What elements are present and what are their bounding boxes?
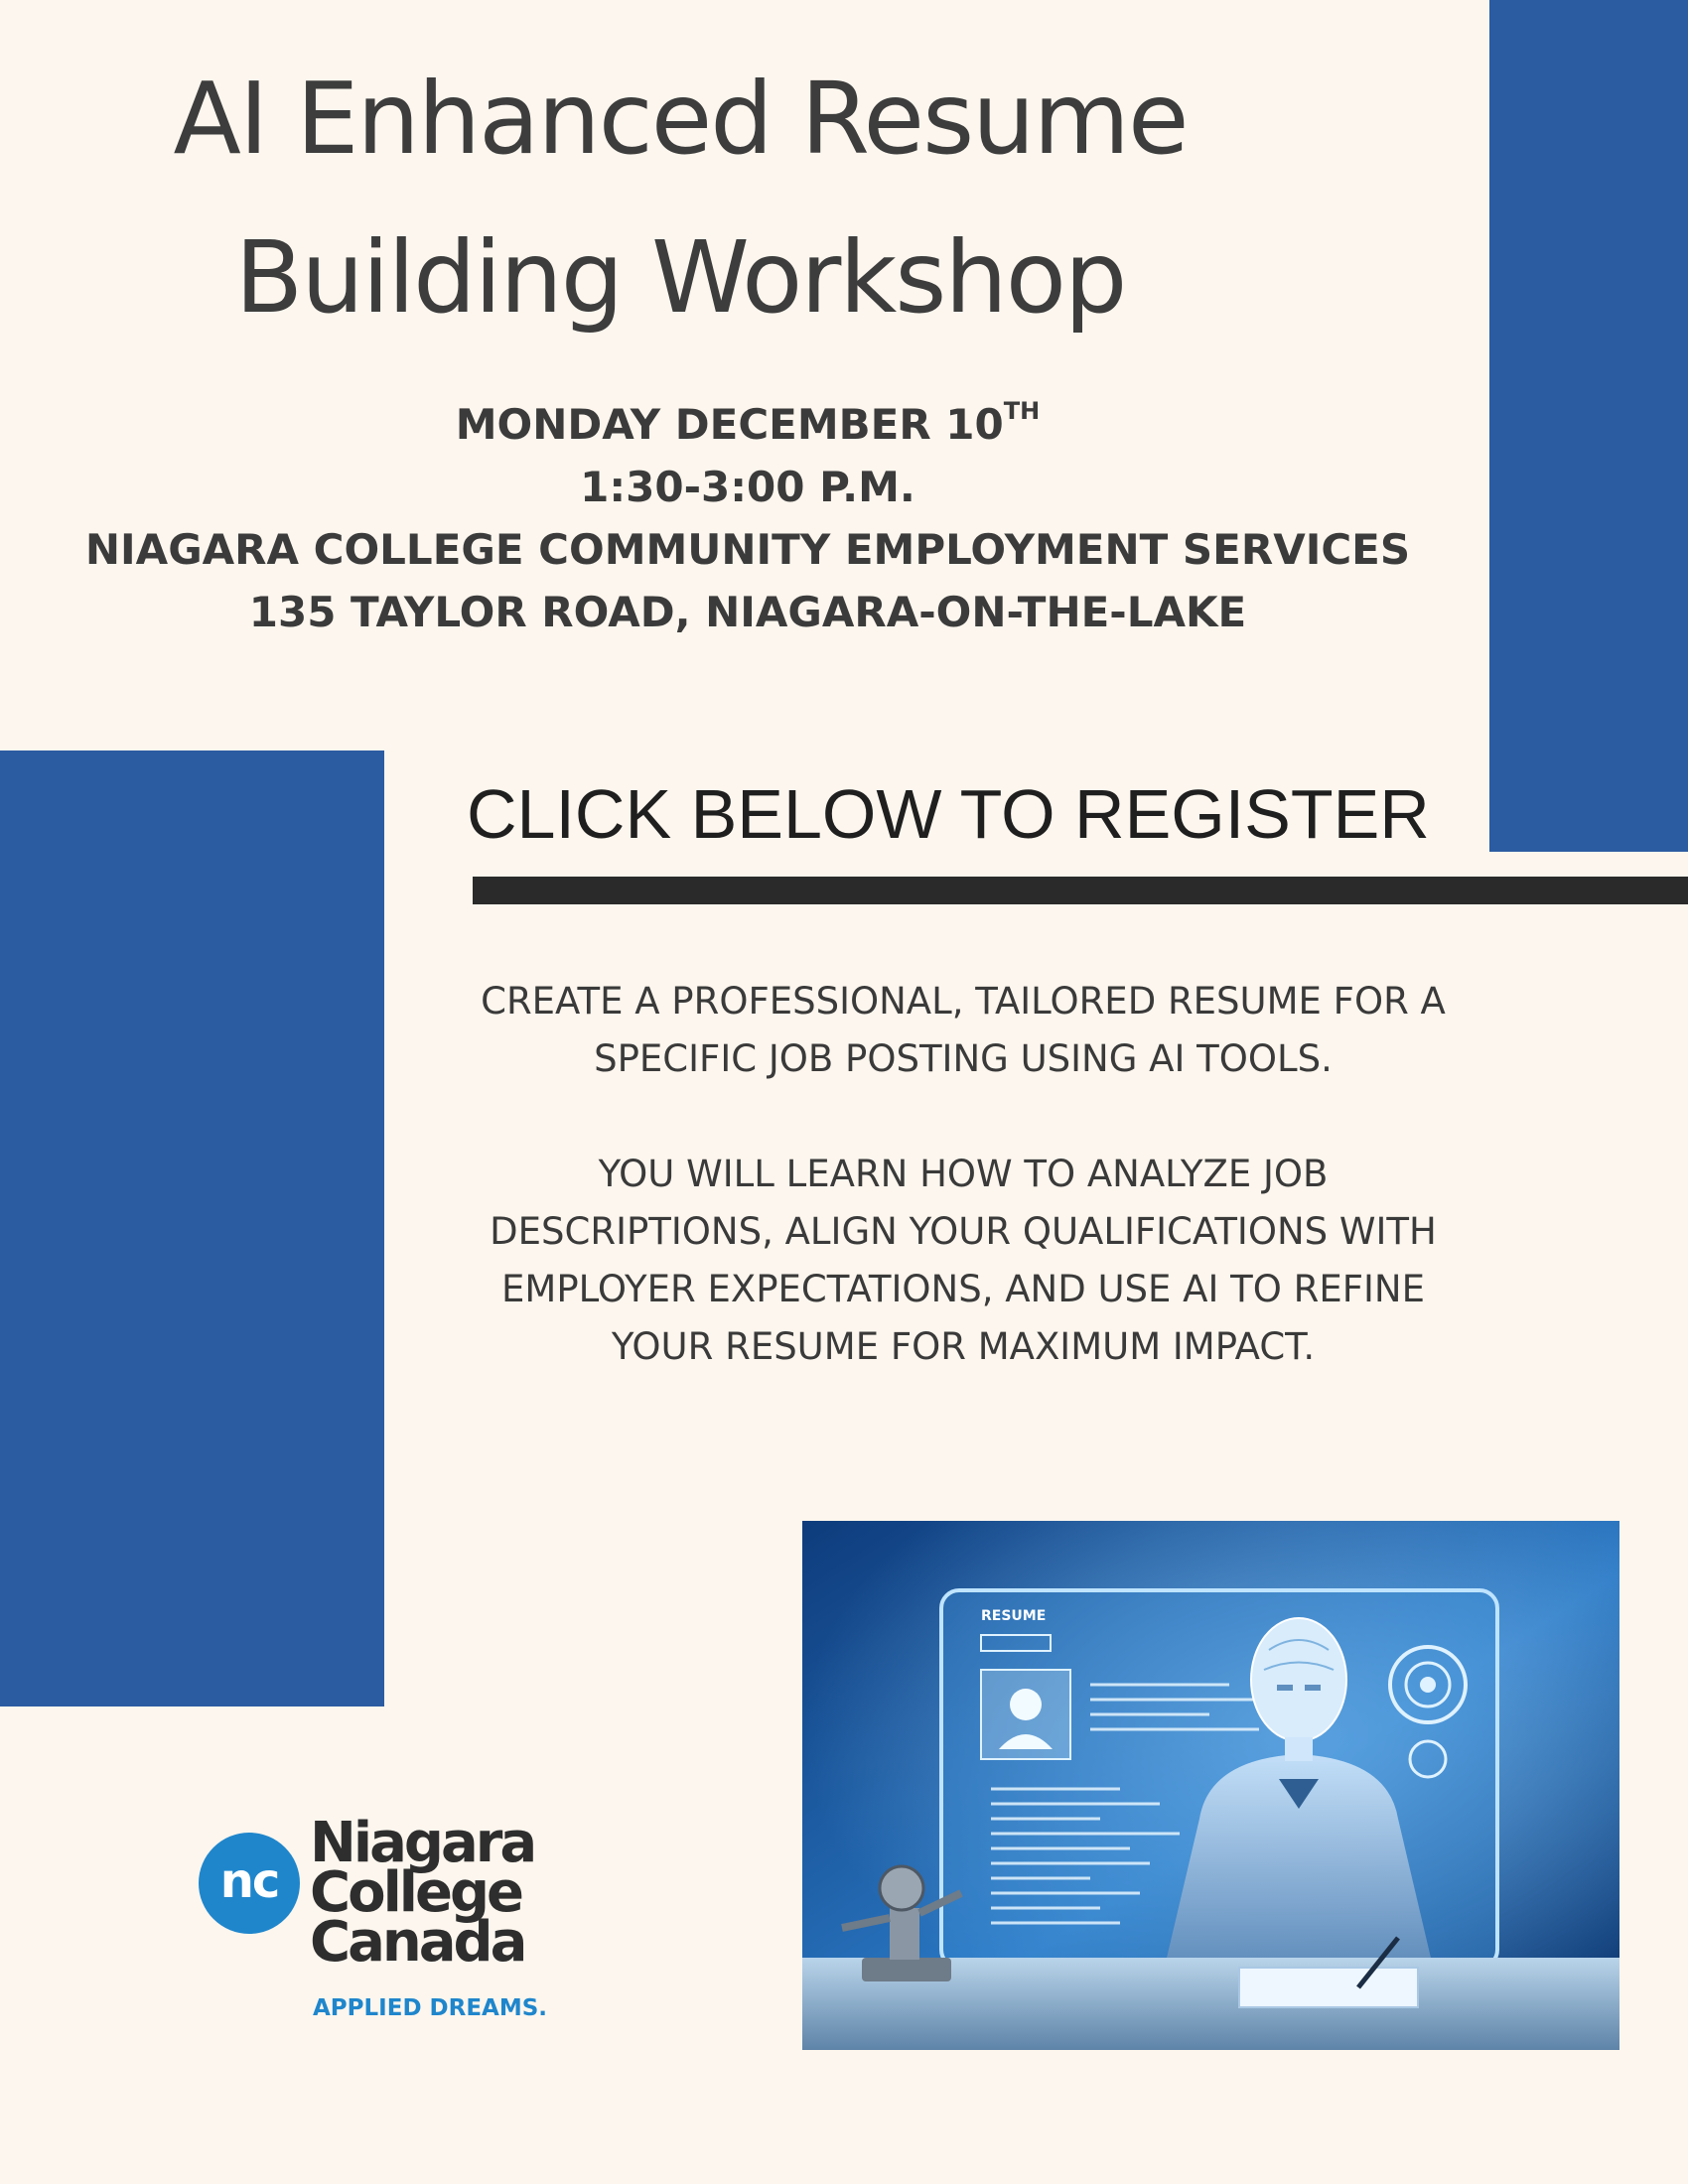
logo-tagline: APPLIED DREAMS. xyxy=(313,1995,548,2021)
title-line-2: Building Workshop xyxy=(234,219,1126,336)
event-venue: NIAGARA COLLEGE COMMUNITY EMPLOYMENT SERVICES xyxy=(84,525,1411,574)
event-address: 135 TAYLOR ROAD, NIAGARA-ON-THE-LAKE xyxy=(248,588,1247,636)
workshop-description xyxy=(467,973,1460,1433)
description-paragraph-2: YOU WILL LEARN HOW TO ANALYZE JOB DESCRIPTIONS, ALIGN YOUR QUALIFICATIONS WITH EMPLOYER EXPECTATIONS, AND USE AI TO REFINE YOUR RESUME FOR MAXIMUM IMPACT. xyxy=(490,1153,1437,1368)
decorative-blue-block-left xyxy=(0,751,384,1706)
screen-title: RESUME xyxy=(981,1608,1047,1624)
event-details xyxy=(0,393,1495,643)
decorative-blue-block-right xyxy=(1489,0,1688,852)
description-paragraph-1: CREATE A PROFESSIONAL, TAILORED RESUME FOR A SPECIFIC JOB POSTING USING AI TOOLS. xyxy=(481,980,1446,1080)
niagara-college-logo xyxy=(199,1811,556,2037)
logo-word-1: Niagara xyxy=(310,1811,535,1875)
event-date-suffix: TH xyxy=(1003,397,1041,425)
event-date xyxy=(0,393,1495,456)
logo-word-3: Canada xyxy=(310,1910,525,1975)
ai-robot-resume-illustration xyxy=(802,1521,1619,2050)
event-time: 1:30-3:00 P.M. xyxy=(580,463,915,511)
title-line-1: AI Enhanced Resume xyxy=(173,61,1188,177)
logo-wordmark xyxy=(310,1811,535,1975)
logo-mark: nc xyxy=(199,1833,300,1934)
event-date-text: MONDAY DECEMBER 10 xyxy=(455,400,1004,449)
register-link[interactable]: CLICK BELOW TO REGISTER xyxy=(467,775,1430,853)
page-title xyxy=(0,40,1360,357)
section-divider xyxy=(473,877,1688,904)
logo-word-2: College xyxy=(310,1860,522,1925)
